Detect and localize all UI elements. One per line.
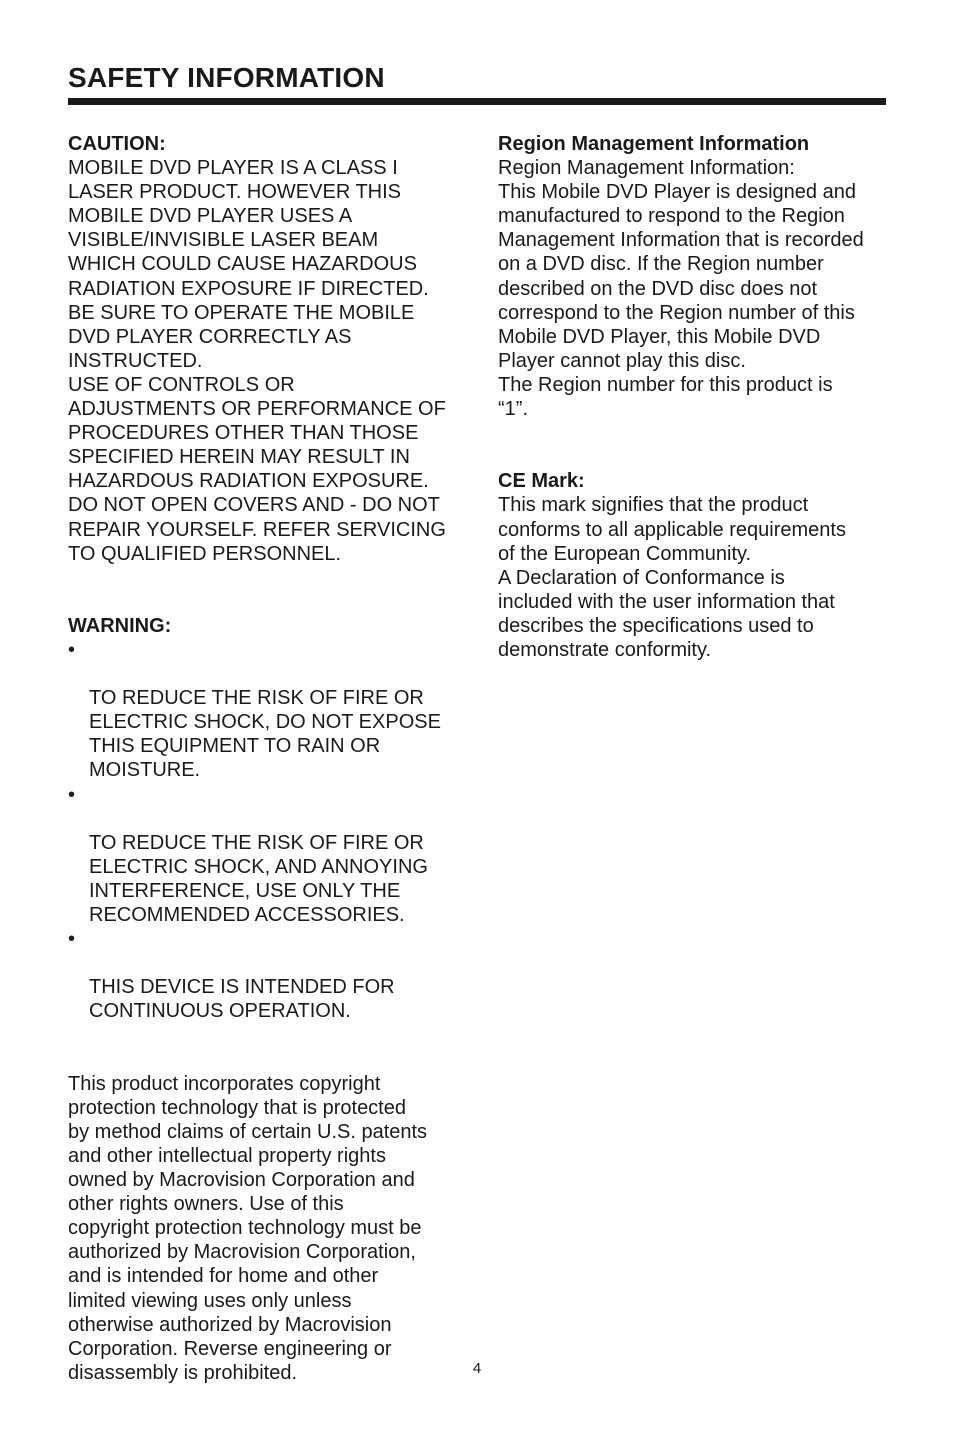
left-column [68,132,460,1385]
region-paragraph: The Region number for this product is “1”. [498,373,833,421]
list-item [68,927,460,1023]
caution-heading: CAUTION: [68,133,166,155]
region-paragraph: Region Management Information: This Mobile DVD Player is designed and manufactured to respond to the Region Management Information that is recorded on a DVD disc. If the Region number described on the DVD disc does not correspond to the Region number of this Mobile DVD Player, this Mobile DVD Player cannot play this disc. [498,157,864,372]
region-heading: Region Management Information [498,133,810,155]
spacer [68,566,460,614]
copyright-section [68,1072,460,1385]
spacer [68,1023,460,1071]
region-section [498,132,890,421]
spacer [498,421,890,469]
ce-mark-paragraph: This mark signifies that the product conforms to all applicable requirements of the European Community. [498,494,846,565]
caution-paragraph: MOBILE DVD PLAYER IS A CLASS I LASER PRODUCT. HOWEVER THIS MOBILE DVD PLAYER USES A VISIBLE/INVISIBLE LASER BEAM WHICH COULD CAUSE HAZARDOUS RADIATION EXPOSURE IF DIRECTED. BE SURE TO OPERATE THE MOBILE DVD PLAYER CORRECTLY AS INSTRUCTED. [68,157,429,372]
copyright-paragraph: This product incorporates copyright protection technology that is protected by method claims of certain U.S. patents and other intellectual property rights owned by Macrovision Corporation and other rights owners. Use of this copyright protection technology must be authorized by Macrovision Corporation, and is intended for home and other limited viewing uses only unless otherwise authorized by Macrovision Corporation. Reverse engineering or disassembly is prohibited. [68,1072,428,1384]
right-column [498,132,890,662]
ce-mark-section [498,469,890,662]
bullet-icon: • [68,783,76,806]
list-item-text: THIS DEVICE IS INTENDED FOR CONTINUOUS OPERATION. [89,976,395,1023]
page-title: SAFETY INFORMATION [68,62,385,93]
title-rule [68,98,886,105]
list-item-text: TO REDUCE THE RISK OF FIRE OR ELECTRIC SHOCK, AND ANNOYING INTERFERENCE, USE ONLY THE RECOMMENDED ACCESSORIES. [89,831,428,926]
page-number: 4 [472,1360,482,1377]
caution-paragraph: USE OF CONTROLS OR ADJUSTMENTS OR PERFORMANCE OF PROCEDURES OTHER THAN THOSE SPECIFIED HEREIN MAY RESULT IN HAZARDOUS RADIATION EXPOSURE. DO NOT OPEN COVERS AND - DO NOT REPAIR YOURSELF. REFER SERVICING TO QUALIFIED PERSONNEL. [68,373,446,565]
warning-section [68,614,460,1024]
ce-mark-heading: CE Mark: [498,470,585,493]
caution-section [68,132,460,566]
list-item-text: TO REDUCE THE RISK OF FIRE OR ELECTRIC SHOCK, DO NOT EXPOSE THIS EQUIPMENT TO RAIN OR MOISTURE. [89,687,441,782]
list-item [68,783,460,928]
list-item [68,638,460,783]
ce-mark-paragraph: A Declaration of Conformance is included with the user information that describes the specifications used to demonstrate conformity. [498,566,835,661]
bullet-icon: • [68,928,76,951]
warning-heading: WARNING: [68,614,172,637]
warning-list [68,638,460,1024]
bullet-icon: • [68,638,76,661]
